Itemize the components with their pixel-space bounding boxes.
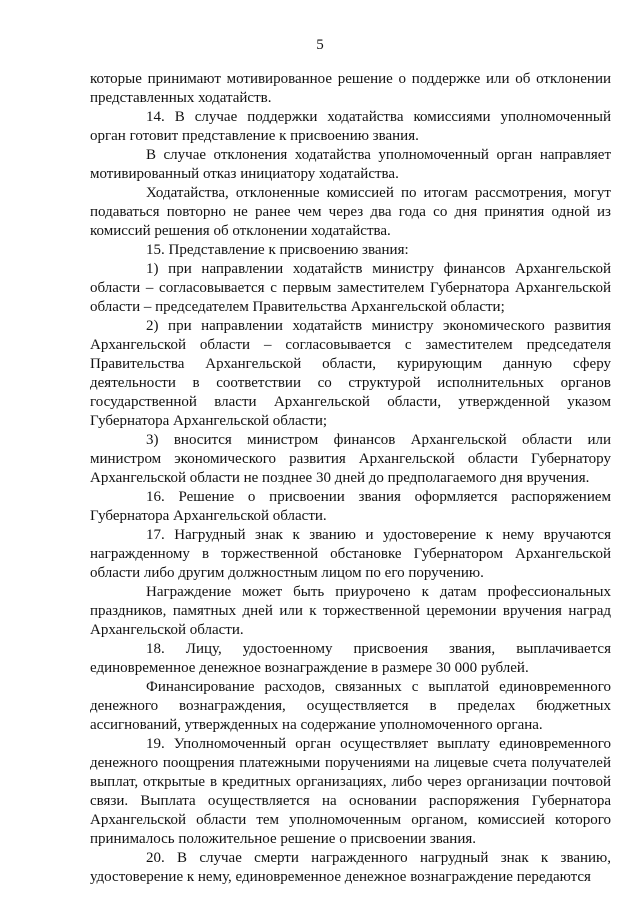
paragraph: Финансирование расходов, связанных с выплатой единовременного денежного вознаграждения, осуществляется в пределах бюджетных ассигнований, утвержденных на содержание уполномоченного органа. <box>90 679 611 733</box>
paragraph: которые принимают мотивированное решение о поддержке или об отклонении представленных ходатайств. <box>90 71 611 106</box>
paragraph: 3) вносится министром финансов Архангельской области или министром экономического развития Архангельской области Губернатору Архангельской области не позднее 30 дней до предполагаемого дня вручения. <box>90 432 611 486</box>
paragraph: 19. Уполномоченный орган осуществляет выплату единовременного денежного поощрения платежными поручениями на лицевые счета получателей выплат, открытые в кредитных организациях, либо через организации почтовой связи. Выплата осуществляется на основании распоряжения Губернатора Архангельской области тем уполномоченным органом, комиссией которого принималось положительное решение о присвоении звания. <box>90 736 611 847</box>
paragraph: 1) при направлении ходатайств министру финансов Архангельской области – согласовывается с первым заместителем Губернатора Архангельской области – председателем Правительства Архангельской области; <box>90 261 611 315</box>
document-body <box>90 70 611 887</box>
paragraph: 18. Лицу, удостоенному присвоения звания, выплачивается единовременное денежное вознаграждение в размере 30 000 рублей. <box>90 641 611 676</box>
paragraph: Ходатайства, отклоненные комиссией по итогам рассмотрения, могут подаваться повторно не ранее чем через два года со дня принятия одной из комиссий решения об отклонении ходатайства. <box>90 185 611 239</box>
paragraph: 14. В случае поддержки ходатайства комиссиями уполномоченный орган готовит представление к присвоению звания. <box>90 109 611 144</box>
paragraph: Награждение может быть приурочено к датам профессиональных праздников, памятных дней или к торжественной церемонии вручения наград Архангельской области. <box>90 584 611 638</box>
paragraph: 15. Представление к присвоению звания: <box>146 242 409 258</box>
page-number: 5 <box>316 37 324 53</box>
paragraph: 20. В случае смерти награжденного нагрудный знак к званию, удостоверение к нему, единовременное денежное вознаграждение передаются <box>90 850 611 885</box>
paragraph: 17. Нагрудный знак к званию и удостоверение к нему вручаются награжденному в торжественной обстановке Губернатором Архангельской области либо другим должностным лицом по его поручению. <box>90 527 611 581</box>
paragraph: 2) при направлении ходатайств министру экономического развития Архангельской области – согласовывается с заместителем председателя Правительства Архангельской области, курирующим данную сферу деятельности в соответствии со структурой исполнительных органов государственной власти Архангельской области, утвержденной указом Губернатора Архангельской области; <box>90 318 611 429</box>
paragraph: В случае отклонения ходатайства уполномоченный орган направляет мотивированный отказ инициатору ходатайства. <box>90 147 611 182</box>
paragraph: 16. Решение о присвоении звания оформляется распоряжением Губернатора Архангельской области. <box>90 489 611 524</box>
